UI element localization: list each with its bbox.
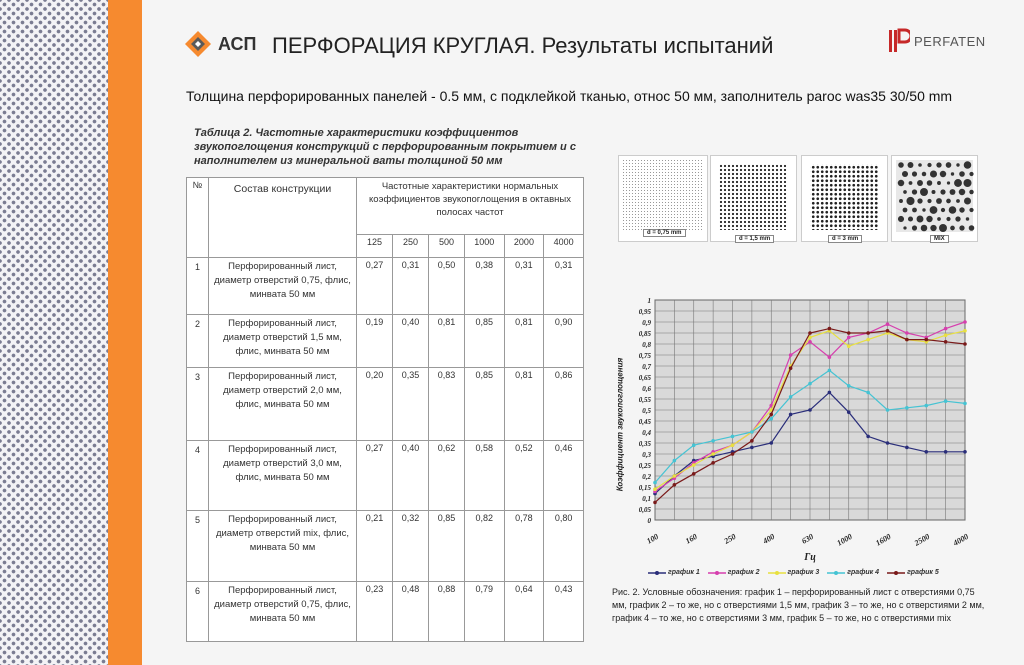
page-subtitle: Толщина перфорированных панелей - 0.5 мм, с подклейкой тканью, относ 50 мм, заполнитель paroc was35 30/50 mm	[186, 88, 953, 104]
y-tick-label: 0,75	[638, 352, 651, 360]
data-point	[924, 450, 928, 454]
x-tick-label: 630	[800, 531, 815, 546]
row-number: 2	[187, 315, 209, 368]
row-value: 0,23	[357, 582, 393, 642]
data-point	[673, 474, 677, 478]
row-value: 0,20	[357, 368, 393, 441]
y-tick-label: 0,5	[642, 407, 651, 415]
table-row	[187, 315, 584, 368]
freq-header-cell: 1000	[464, 235, 504, 258]
row-value: 0,32	[392, 511, 428, 582]
data-point	[963, 450, 967, 454]
data-point	[828, 355, 832, 359]
y-tick-label: 1	[647, 297, 651, 305]
legend-item	[887, 569, 939, 576]
data-point	[808, 408, 812, 412]
legend-swatch-icon	[648, 570, 666, 576]
y-tick-label: 0,95	[638, 308, 651, 316]
row-value: 0,85	[428, 511, 464, 582]
asp-logo-text: АСП	[218, 33, 257, 54]
y-tick-label: 0,9	[642, 319, 651, 327]
data-point	[886, 408, 890, 412]
row-value: 0,19	[357, 315, 393, 368]
chart-y-label: Коэффициент звукопоглощения	[615, 357, 625, 492]
x-tick-label: 100	[645, 531, 660, 546]
table-row	[187, 441, 584, 511]
data-point	[731, 452, 735, 456]
row-value: 0,81	[504, 368, 544, 441]
data-point	[924, 338, 928, 342]
data-point	[963, 329, 967, 333]
data-point	[905, 331, 909, 335]
x-tick-label: 400	[761, 531, 777, 546]
legend-label: график 2	[727, 569, 760, 576]
legend-swatch-icon	[887, 570, 905, 576]
data-point	[692, 463, 696, 467]
row-construction: Перфорированный лист, диаметр отверстий 2,0 мм, флис, минвата 50 мм	[209, 368, 357, 441]
data-point	[769, 441, 773, 445]
col-no-header: №	[187, 178, 209, 258]
data-point	[828, 369, 832, 373]
row-value: 0,83	[428, 368, 464, 441]
row-value: 0,85	[464, 315, 504, 368]
decorative-dot-pattern	[0, 0, 108, 665]
legend-swatch-icon	[768, 570, 786, 576]
data-point	[944, 327, 948, 331]
data-point	[963, 342, 967, 346]
row-value: 0,81	[504, 315, 544, 368]
row-value: 0,21	[357, 511, 393, 582]
table-row	[187, 368, 584, 441]
row-value: 0,31	[544, 258, 584, 315]
data-point	[847, 410, 851, 414]
asp-logo	[184, 30, 257, 58]
y-tick-label: 0,8	[642, 341, 651, 349]
data-point	[769, 413, 773, 417]
asp-logo-icon	[184, 30, 212, 58]
legend-swatch-icon	[827, 570, 845, 576]
data-point	[847, 344, 851, 348]
data-point	[711, 452, 715, 456]
row-value: 0,27	[357, 258, 393, 315]
x-tick-label: 160	[683, 531, 699, 546]
data-point	[653, 481, 657, 485]
data-point	[750, 439, 754, 443]
data-point	[847, 331, 851, 335]
sample-label: d = 1,5 mm	[735, 235, 774, 243]
data-point	[847, 336, 851, 340]
chart-legend	[648, 569, 939, 576]
data-point	[673, 483, 677, 487]
data-point	[963, 320, 967, 324]
data-point	[731, 435, 735, 439]
absorption-chart	[620, 290, 1010, 570]
row-value: 0,35	[392, 368, 428, 441]
orange-accent-bar	[108, 0, 142, 665]
y-tick-label: 0,2	[642, 473, 651, 481]
sample-thumb-15	[710, 155, 797, 242]
row-construction: Перфорированный лист, диаметр отверстий 1,5 мм, флис, минвата 50 мм	[209, 315, 357, 368]
row-number: 3	[187, 368, 209, 441]
data-point	[692, 443, 696, 447]
data-point	[808, 382, 812, 386]
row-value: 0,64	[504, 582, 544, 642]
row-value: 0,58	[464, 441, 504, 511]
legend-item	[827, 569, 879, 576]
data-point	[866, 338, 870, 342]
row-number: 1	[187, 258, 209, 315]
sample-pattern-3	[802, 156, 887, 241]
data-point	[692, 472, 696, 476]
row-value: 0,81	[428, 315, 464, 368]
data-point	[789, 366, 793, 370]
freq-header-cell: 250	[392, 235, 428, 258]
sample-label: MIX	[930, 235, 949, 243]
y-tick-label: 0,45	[638, 418, 651, 426]
data-point	[886, 441, 890, 445]
y-tick-label: 0,85	[638, 330, 651, 338]
data-point	[769, 417, 773, 421]
figure-caption: Рис. 2. Условные обозначения: график 1 – перфорированный лист с отверстиями 0,75 мм, график 2 – то же, но с отверстиями 1,5 мм, график 3 – то же, но с отверстиями 2 мм, график 4 – то же, но с отверстиями 3 мм, график 5 – то же, но с отверстиями mix	[612, 587, 985, 623]
y-tick-label: 0,55	[638, 396, 651, 404]
row-value: 0,46	[544, 441, 584, 511]
row-value: 0,40	[392, 315, 428, 368]
data-point	[944, 399, 948, 403]
legend-item	[768, 569, 820, 576]
row-construction: Перфорированный лист, диаметр отверстий mix, флис, минвата 50 мм	[209, 511, 357, 582]
legend-label: график 4	[847, 569, 880, 576]
sample-thumb-075	[618, 155, 708, 242]
data-point	[905, 338, 909, 342]
x-tick-label: 250	[722, 531, 738, 546]
y-tick-label: 0	[647, 517, 651, 525]
row-value: 0,79	[464, 582, 504, 642]
table-row	[187, 258, 584, 315]
y-tick-label: 0,7	[642, 363, 651, 371]
row-value: 0,85	[464, 368, 504, 441]
row-value: 0,86	[544, 368, 584, 441]
data-point	[905, 446, 909, 450]
row-value: 0,27	[357, 441, 393, 511]
legend-label: график 3	[787, 569, 820, 576]
y-tick-label: 0,6	[642, 385, 651, 393]
row-number: 5	[187, 511, 209, 582]
row-construction: Перфорированный лист, диаметр отверстий 0,75, флис, минвата 50 мм	[209, 582, 357, 642]
x-axis-label: Гц	[804, 552, 816, 563]
col-freq-header: Частотные характеристики нормальных коэффициентов звукопоглощения в октавных полосах частот	[357, 178, 584, 235]
data-point	[711, 439, 715, 443]
x-tick-label: 4000	[951, 531, 970, 548]
legend-swatch-icon	[708, 570, 726, 576]
data-point	[653, 487, 657, 491]
data-point	[789, 353, 793, 357]
data-point	[750, 446, 754, 450]
y-tick-label: 0,25	[638, 462, 651, 470]
col-comp-header: Состав конструкции	[209, 178, 357, 258]
row-value: 0,88	[428, 582, 464, 642]
row-value: 0,31	[504, 258, 544, 315]
data-point	[963, 402, 967, 406]
data-point	[847, 384, 851, 388]
row-value: 0,40	[392, 441, 428, 511]
row-value: 0,82	[464, 511, 504, 582]
row-value: 0,48	[392, 582, 428, 642]
data-point	[808, 340, 812, 344]
data-point	[944, 450, 948, 454]
data-point	[866, 331, 870, 335]
legend-item	[708, 569, 760, 576]
y-tick-label: 0,1	[642, 495, 651, 503]
data-point	[905, 406, 909, 410]
perfaten-logo-text: PERFATEN	[914, 33, 986, 49]
data-point	[886, 322, 890, 326]
row-value: 0,62	[428, 441, 464, 511]
sample-label: d = 3 mm	[828, 235, 862, 243]
row-construction: Перфорированный лист, диаметр отверстий 3,0 мм, флис, минвата 50 мм	[209, 441, 357, 511]
data-point	[828, 391, 832, 395]
legend-label: график 5	[907, 569, 939, 576]
row-value: 0,50	[428, 258, 464, 315]
data-point	[711, 461, 715, 465]
table-row	[187, 582, 584, 642]
perfaten-logo	[888, 28, 986, 54]
sample-label: d = 0,75 mm	[643, 229, 686, 237]
freq-header-cell: 500	[428, 235, 464, 258]
data-point	[789, 413, 793, 417]
x-tick-label: 2500	[912, 531, 932, 548]
row-value: 0,31	[392, 258, 428, 315]
row-construction: Перфорированный лист, диаметр отверстий 0,75, флис, минвата 50 мм	[209, 258, 357, 315]
row-number: 6	[187, 582, 209, 642]
data-point	[653, 501, 657, 505]
y-tick-label: 0,05	[638, 506, 651, 514]
x-tick-label: 1600	[874, 531, 893, 548]
row-value: 0,90	[544, 315, 584, 368]
freq-header-cell: 125	[357, 235, 393, 258]
data-point	[828, 327, 832, 331]
row-value: 0,78	[504, 511, 544, 582]
row-value: 0,52	[504, 441, 544, 511]
table-row	[187, 511, 584, 582]
row-value: 0,43	[544, 582, 584, 642]
data-point	[866, 391, 870, 395]
y-tick-label: 0,65	[638, 374, 651, 382]
data-point	[944, 333, 948, 337]
data-point	[944, 340, 948, 344]
row-number: 4	[187, 441, 209, 511]
data-point	[673, 459, 677, 463]
y-tick-label: 0,4	[642, 429, 651, 437]
row-value: 0,38	[464, 258, 504, 315]
y-tick-label: 0,35	[638, 440, 651, 448]
y-tick-label: 0,15	[638, 484, 651, 492]
absorption-table	[186, 177, 584, 642]
y-tick-label: 0,3	[642, 451, 651, 459]
data-point	[731, 443, 735, 447]
freq-header-cell: 2000	[504, 235, 544, 258]
perfaten-logo-icon	[888, 28, 910, 54]
sample-pattern-15	[711, 156, 796, 241]
data-point	[808, 331, 812, 335]
legend-label: график 1	[668, 569, 700, 576]
data-point	[750, 430, 754, 434]
legend-item	[648, 569, 700, 576]
data-point	[789, 395, 793, 399]
x-tick-label: 1000	[835, 531, 854, 548]
data-point	[866, 435, 870, 439]
table-caption: Таблица 2. Частотные характеристики коэффициентов звукопоглощения конструкций с перфорированным покрытием и с наполнителем из минеральной ваты толщиной 50 мм	[194, 127, 576, 167]
sample-pattern-mix	[892, 156, 977, 241]
freq-header-cell: 4000	[544, 235, 584, 258]
sample-thumb-3	[801, 155, 888, 242]
row-value: 0,80	[544, 511, 584, 582]
page-title: ПЕРФОРАЦИЯ КРУГЛАЯ. Результаты испытаний	[272, 33, 774, 58]
data-point	[886, 329, 890, 333]
data-point	[924, 404, 928, 408]
sample-thumb-mix	[891, 155, 978, 242]
